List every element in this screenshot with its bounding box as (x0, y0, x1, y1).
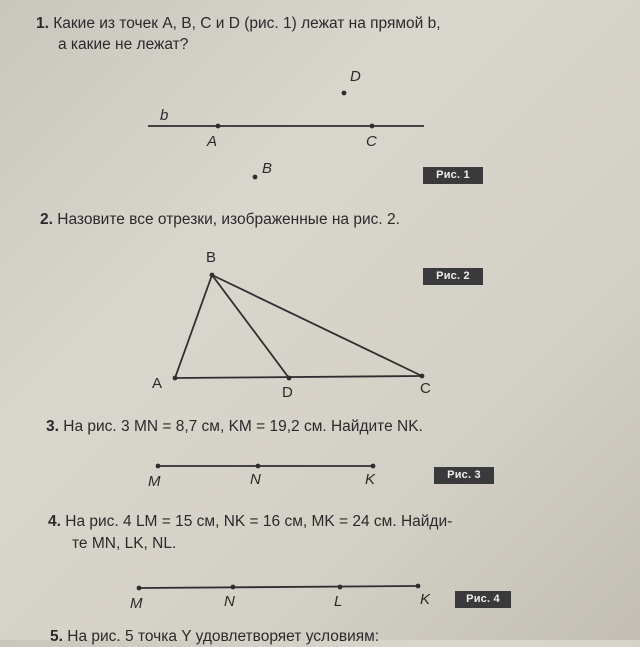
point-N (231, 585, 236, 590)
point-A (173, 376, 178, 381)
fig4-label-N: N (224, 593, 235, 610)
problem-3-number: 3. (46, 418, 59, 435)
problem-1-text: Какие из точек A, B, C и D (рис. 1) лежат на прямой b, (53, 15, 441, 32)
problem-1-line-2: а какие не лежат? (58, 36, 189, 53)
segment-AC (175, 376, 422, 378)
point-B (253, 175, 258, 180)
fig1-label-b: b (160, 107, 169, 124)
segment-MK (139, 586, 418, 588)
fig1-label-B: B (262, 160, 273, 177)
point-A (216, 124, 221, 129)
point-C (420, 374, 425, 379)
problem-3-text: На рис. 3 MN = 8,7 см, KM = 19,2 см. Найдите NK. (63, 418, 423, 435)
problem-4-text: На рис. 4 LM = 15 см, NK = 16 см, MK = 24 см. Найди- (65, 513, 453, 530)
point-K (371, 464, 376, 469)
fig1-caption: Рис. 1 (423, 167, 483, 184)
fig1-label-D: D (350, 68, 361, 85)
figure-3 (156, 464, 376, 469)
point-D (342, 91, 347, 96)
problem-4-number: 4. (48, 513, 61, 530)
segment-AB (175, 275, 212, 378)
point-M (137, 586, 142, 591)
fig1-label-C: C (366, 133, 377, 150)
point-M (156, 464, 161, 469)
fig1-label-A: A (207, 133, 218, 150)
fig4-label-M: M (130, 595, 143, 612)
fig3-label-M: M (148, 473, 161, 490)
point-N (256, 464, 261, 469)
figure-2 (173, 273, 425, 381)
fig4-caption: Рис. 4 (455, 591, 511, 608)
fig3-caption: Рис. 3 (434, 467, 494, 484)
problem-4-line-2: те MN, LK, NL. (72, 535, 177, 552)
segment-BC (212, 275, 422, 376)
fig2-caption: Рис. 2 (423, 268, 483, 285)
fig2-label-B: B (206, 249, 217, 266)
point-L (338, 585, 343, 590)
problem-2-number: 2. (40, 211, 53, 228)
problem-5-number: 5. (50, 628, 63, 645)
fig2-label-C: C (420, 380, 431, 397)
fig4-label-L: L (334, 593, 343, 610)
fig3-label-K: K (365, 471, 376, 488)
problem-2-text: Назовите все отрезки, изображенные на рис. 2. (57, 211, 400, 228)
point-B (210, 273, 215, 278)
point-C (370, 124, 375, 129)
figure-1 (148, 91, 424, 180)
point-K (416, 584, 421, 589)
fig4-label-K: K (420, 591, 431, 608)
fig2-label-D: D (282, 384, 293, 401)
problem-5-text: На рис. 5 точка Y удовлетворяет условиям: (67, 628, 380, 645)
problem-1-number: 1. (36, 15, 49, 32)
fig2-label-A: A (152, 375, 163, 392)
segment-BD (212, 275, 289, 378)
figure-4 (137, 584, 421, 591)
point-D (287, 376, 292, 381)
fig3-label-N: N (250, 471, 261, 488)
